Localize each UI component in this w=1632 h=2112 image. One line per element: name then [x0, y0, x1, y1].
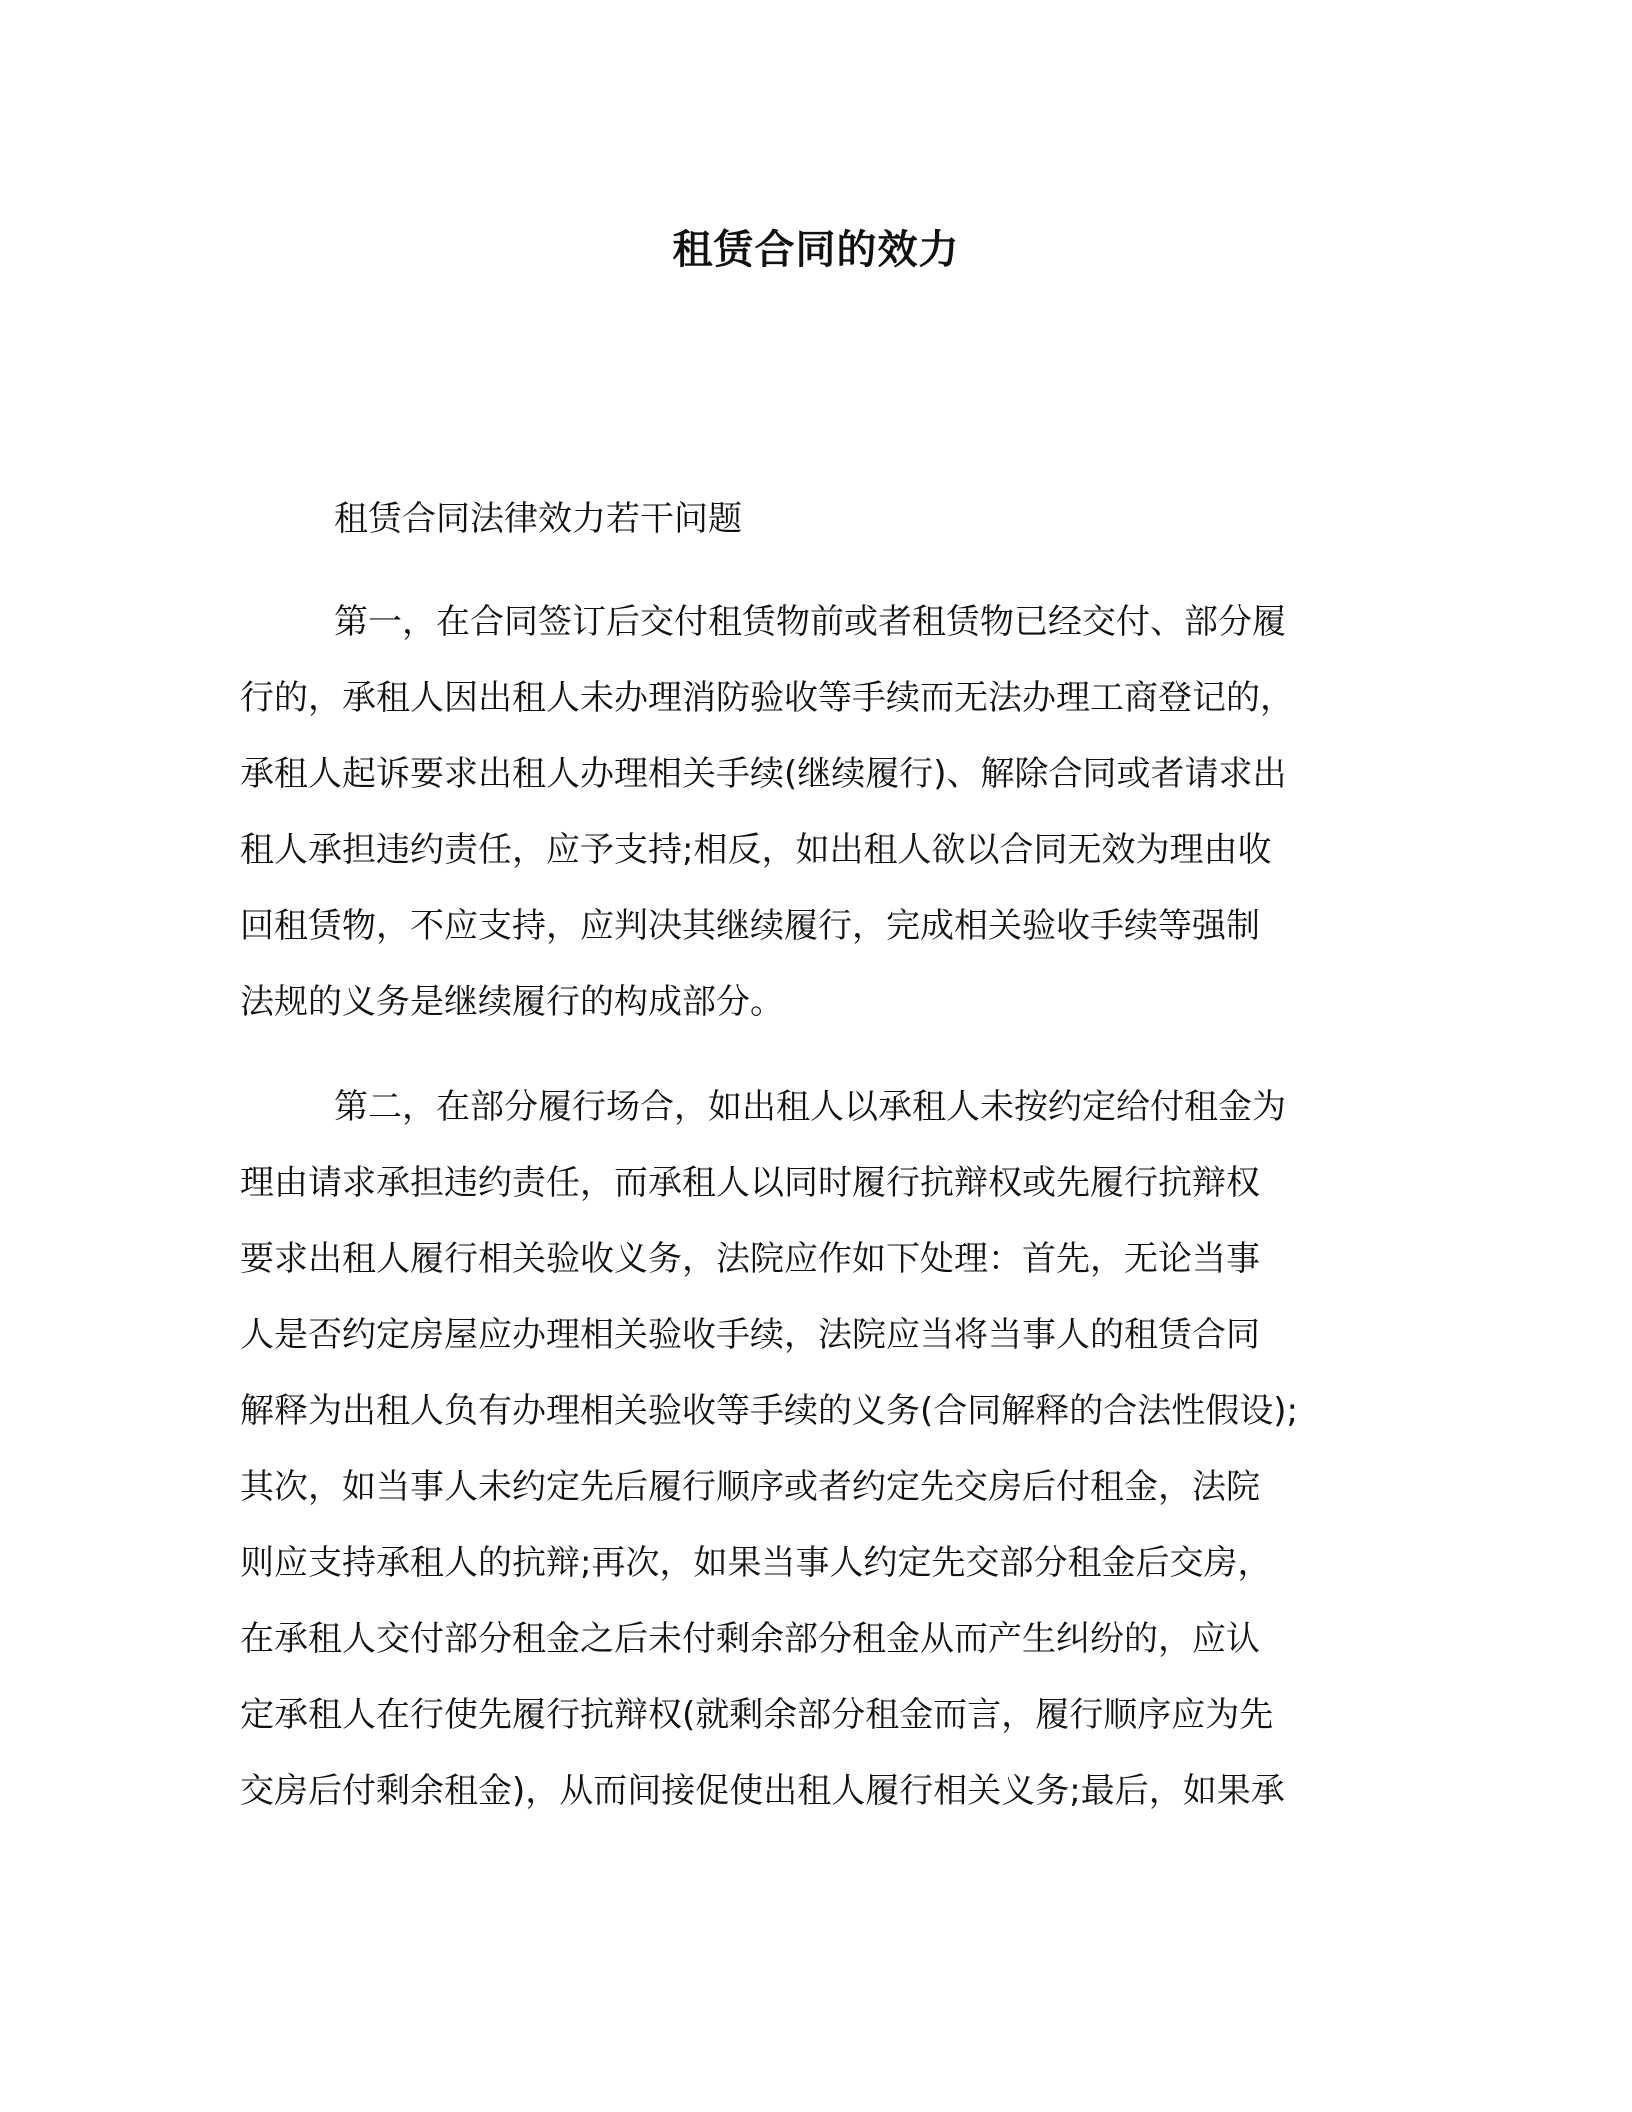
- paragraph-2-line: 人是否约定房屋应办理相关验收手续，法院应当将当事人的租赁合同: [240, 1315, 1260, 1355]
- document-title: 租赁合同的效力: [672, 227, 960, 273]
- paragraph-2-line: 在承租人交付部分租金之后未付剩余部分租金从而产生纠纷的，应认: [240, 1619, 1260, 1659]
- paragraph-2-line: 定承租人在行使先履行抗辩权(就剩余部分租金而言，履行顺序应为先: [240, 1695, 1274, 1735]
- paragraph-1-line: 租人承担违约责任，应予支持;相反，如出租人欲以合同无效为理由收: [240, 830, 1272, 870]
- paragraph-1-line: 第一，在合同签订后交付租赁物前或者租赁物已经交付、部分履: [334, 602, 1286, 642]
- paragraph-1-line: 行的，承租人因出租人未办理消防验收等手续而无法办理工商登记的，: [240, 678, 1294, 718]
- paragraph-1-line: 法规的义务是继续履行的构成部分。: [240, 982, 784, 1022]
- paragraph-1-line: 承租人起诉要求出租人办理相关手续(继续履行)、解除合同或者请求出: [240, 754, 1287, 794]
- paragraph-2-line: 要求出租人履行相关验收义务，法院应作如下处理：首先，无论当事: [240, 1239, 1260, 1279]
- paragraph-2-line: 理由请求承担违约责任，而承租人以同时履行抗辩权或先履行抗辩权: [240, 1163, 1260, 1203]
- paragraph-2-line: 其次，如当事人未约定先后履行顺序或者约定先交房后付租金，法院: [240, 1467, 1260, 1507]
- paragraph-2-line: 解释为出租人负有办理相关验收等手续的义务(合同解释的合法性假设);: [240, 1391, 1298, 1431]
- paragraph-2-line: 第二，在部分履行场合，如出租人以承租人未按约定给付租金为: [334, 1087, 1286, 1127]
- paragraph-2-line: 则应支持承租人的抗辩;再次，如果当事人约定先交部分租金后交房，: [240, 1543, 1272, 1583]
- paragraph-1-line: 回租赁物，不应支持，应判决其继续履行，完成相关验收手续等强制: [240, 906, 1260, 946]
- paragraph-2-line: 交房后付剩余租金)，从而间接促使出租人履行相关义务;最后，如果承: [240, 1771, 1285, 1811]
- document-subtitle: 租赁合同法律效力若干问题: [334, 499, 742, 539]
